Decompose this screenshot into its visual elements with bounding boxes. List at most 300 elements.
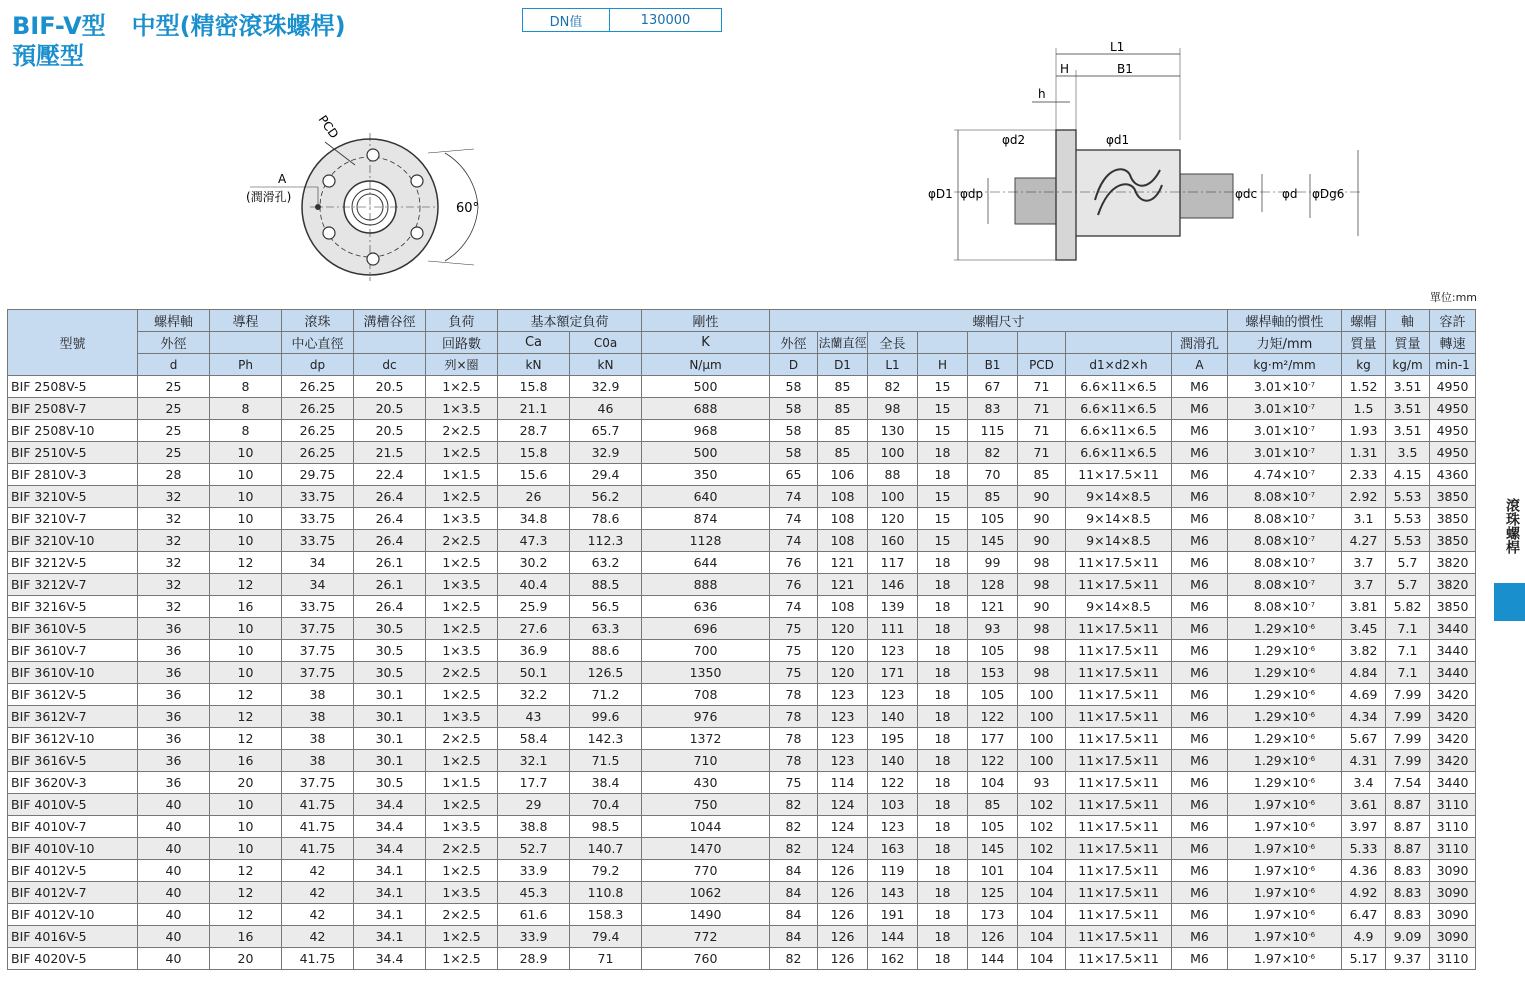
table-cell: 8.87 <box>1386 838 1430 860</box>
table-cell: 146 <box>868 574 918 596</box>
table-cell: 65.7 <box>570 420 642 442</box>
table-cell: 85 <box>818 398 868 420</box>
table-cell: 1×2.5 <box>426 618 498 640</box>
table-cell: 58 <box>770 442 818 464</box>
table-cell: 1×2.5 <box>426 684 498 706</box>
table-cell: 11×17.5×11 <box>1066 794 1172 816</box>
inertia-cell: $1.97\times 10^{-6}$ <box>1228 882 1342 904</box>
table-cell: 26.25 <box>282 376 354 398</box>
header-lead-2: Ph <box>210 354 282 376</box>
table-row <box>8 728 1476 750</box>
table-cell: 144 <box>968 948 1018 970</box>
model-cell: BIF 3216V-5 <box>8 596 138 618</box>
table-cell: 15.6 <box>498 464 570 486</box>
table-cell: 20.5 <box>354 376 426 398</box>
table-cell: 3.81 <box>1342 596 1386 618</box>
table-cell: 140 <box>868 750 918 772</box>
table-cell: 18 <box>918 596 968 618</box>
inertia-cell: $1.97\times 10^{-6}$ <box>1228 926 1342 948</box>
table-cell: 750 <box>642 794 770 816</box>
table-cell: 32 <box>138 574 210 596</box>
table-cell: 126 <box>818 948 868 970</box>
table-cell: 160 <box>868 530 918 552</box>
table-cell: 101 <box>968 860 1018 882</box>
table-cell: 3850 <box>1430 508 1476 530</box>
table-cell: 36 <box>138 772 210 794</box>
table-cell: 15 <box>918 486 968 508</box>
table-cell: 1×3.5 <box>426 706 498 728</box>
table-cell: 71 <box>1018 420 1066 442</box>
table-cell: 58 <box>770 398 818 420</box>
table-row <box>8 552 1476 574</box>
header-inertia-2: 力矩/mm <box>1228 332 1342 354</box>
table-cell: 33.75 <box>282 508 354 530</box>
table-cell: 9.37 <box>1386 948 1430 970</box>
table-cell: 11×17.5×11 <box>1066 838 1172 860</box>
table-cell: 8 <box>210 398 282 420</box>
table-cell: 1372 <box>642 728 770 750</box>
model-cell: BIF 4012V-7 <box>8 882 138 904</box>
table-cell: 100 <box>1018 750 1066 772</box>
table-cell: 2.92 <box>1342 486 1386 508</box>
table-cell: M6 <box>1172 618 1228 640</box>
table-cell: 5.7 <box>1386 574 1430 596</box>
table-cell: 10 <box>210 464 282 486</box>
table-cell: 84 <box>770 904 818 926</box>
table-cell: 26.25 <box>282 442 354 464</box>
table-cell: 110.8 <box>570 882 642 904</box>
table-cell: 105 <box>968 816 1018 838</box>
table-cell: 7.54 <box>1386 772 1430 794</box>
table-cell: 5.7 <box>1386 552 1430 574</box>
table-cell: 52.7 <box>498 838 570 860</box>
table-cell: 20.5 <box>354 398 426 420</box>
table-cell: 1350 <box>642 662 770 684</box>
model-cell: BIF 4020V-5 <box>8 948 138 970</box>
table-cell: 102 <box>1018 838 1066 860</box>
table-cell: 26.25 <box>282 398 354 420</box>
table-cell: 8.83 <box>1386 904 1430 926</box>
table-cell: M6 <box>1172 596 1228 618</box>
inertia-cell: $1.29\times 10^{-6}$ <box>1228 618 1342 640</box>
table-cell: 104 <box>1018 860 1066 882</box>
table-cell: 1×2.5 <box>426 926 498 948</box>
table-cell: 2×2.5 <box>426 662 498 684</box>
table-cell: 79.2 <box>570 860 642 882</box>
table-cell: 1.31 <box>1342 442 1386 464</box>
header-circuits-3: 列×圈 <box>426 354 498 376</box>
table-cell: 115 <box>968 420 1018 442</box>
table-cell: 5.17 <box>1342 948 1386 970</box>
table-cell: 26.25 <box>282 420 354 442</box>
table-cell: 6.47 <box>1342 904 1386 926</box>
table-cell: 32.2 <box>498 684 570 706</box>
table-cell: 874 <box>642 508 770 530</box>
table-cell: 37.75 <box>282 772 354 794</box>
table-cell: 98 <box>1018 640 1066 662</box>
table-cell: 40 <box>138 794 210 816</box>
table-cell: 12 <box>210 904 282 926</box>
table-row <box>8 376 1476 398</box>
header-ball-center: 滾珠 <box>282 310 354 332</box>
table-cell: 33.75 <box>282 530 354 552</box>
model-cell: BIF 3212V-5 <box>8 552 138 574</box>
table-cell: 11×17.5×11 <box>1066 684 1172 706</box>
table-cell: 123 <box>868 816 918 838</box>
table-cell: 42 <box>282 882 354 904</box>
header-root-dia: 溝槽谷徑 <box>354 310 426 332</box>
table-cell: 26.1 <box>354 574 426 596</box>
table-row <box>8 684 1476 706</box>
table-cell: 32.9 <box>570 442 642 464</box>
model-cell: BIF 3210V-10 <box>8 530 138 552</box>
table-cell: 976 <box>642 706 770 728</box>
table-cell: 74 <box>770 508 818 530</box>
table-cell: M6 <box>1172 816 1228 838</box>
table-cell: 3440 <box>1430 772 1476 794</box>
table-cell: 18 <box>918 772 968 794</box>
table-cell: 40 <box>138 904 210 926</box>
table-cell: 4.15 <box>1386 464 1430 486</box>
header-inertia-unit: kg·m²/mm <box>1228 354 1342 376</box>
table-cell: 3090 <box>1430 926 1476 948</box>
table-cell: 25 <box>138 376 210 398</box>
table-cell: 108 <box>818 530 868 552</box>
table-cell: 42 <box>282 926 354 948</box>
dim-Dg6: φDg6 <box>1312 187 1345 201</box>
table-cell: M6 <box>1172 574 1228 596</box>
table-cell: 124 <box>818 838 868 860</box>
table-cell: 98 <box>1018 552 1066 574</box>
table-cell: 82 <box>770 948 818 970</box>
table-cell: 105 <box>968 684 1018 706</box>
header-ca-unit: kN <box>498 354 570 376</box>
table-cell: 56.2 <box>570 486 642 508</box>
table-cell: 15 <box>918 398 968 420</box>
table-cell: 46 <box>570 398 642 420</box>
table-row <box>8 596 1476 618</box>
table-cell: 36.9 <box>498 640 570 662</box>
table-cell: 100 <box>868 442 918 464</box>
table-cell: 5.53 <box>1386 486 1430 508</box>
table-cell: 2×2.5 <box>426 728 498 750</box>
header-flange-dia-2: D1 <box>818 354 868 376</box>
table-cell: 30.1 <box>354 728 426 750</box>
label-a: A <box>278 172 287 186</box>
header-nut-od-2: D <box>770 354 818 376</box>
dim-l1: L1 <box>1110 40 1125 54</box>
table-cell: 90 <box>1018 508 1066 530</box>
table-cell: 1044 <box>642 816 770 838</box>
table-cell: 139 <box>868 596 918 618</box>
table-cell: 41.75 <box>282 816 354 838</box>
model-cell: BIF 3612V-10 <box>8 728 138 750</box>
header-rigidity: 剛性 <box>642 310 770 332</box>
table-cell: 33.75 <box>282 596 354 618</box>
table-cell: 1×3.5 <box>426 508 498 530</box>
table-cell: 104 <box>1018 904 1066 926</box>
table-row <box>8 904 1476 926</box>
table-row <box>8 838 1476 860</box>
table-cell: 10 <box>210 838 282 860</box>
table-cell: 70.4 <box>570 794 642 816</box>
table-cell: 71.2 <box>570 684 642 706</box>
table-cell: 636 <box>642 596 770 618</box>
table-cell: 83 <box>968 398 1018 420</box>
table-cell: 26 <box>498 486 570 508</box>
table-cell: 3.45 <box>1342 618 1386 640</box>
table-cell: 75 <box>770 640 818 662</box>
table-cell: 10 <box>210 508 282 530</box>
table-cell: 38 <box>282 728 354 750</box>
table-cell: 500 <box>642 442 770 464</box>
table-cell: 3850 <box>1430 530 1476 552</box>
table-cell: 3.61 <box>1342 794 1386 816</box>
table-cell: 18 <box>918 882 968 904</box>
table-cell: 16 <box>210 596 282 618</box>
table-cell: 120 <box>818 662 868 684</box>
table-cell: 100 <box>1018 706 1066 728</box>
dim-d1: φd1 <box>1106 133 1130 147</box>
table-cell: 75 <box>770 662 818 684</box>
table-cell: 105 <box>968 508 1018 530</box>
dim-d2: φd2 <box>1002 133 1026 147</box>
table-cell: 85 <box>818 420 868 442</box>
inertia-cell: $8.08\times 10^{-7}$ <box>1228 596 1342 618</box>
header-blank <box>354 332 426 354</box>
table-cell: 126.5 <box>570 662 642 684</box>
table-cell: 18 <box>918 618 968 640</box>
table-cell: 1×2.5 <box>426 860 498 882</box>
table-cell: 102 <box>1018 816 1066 838</box>
table-cell: M6 <box>1172 398 1228 420</box>
table-cell: 76 <box>770 574 818 596</box>
table-cell: 10 <box>210 486 282 508</box>
table-cell: 105 <box>968 640 1018 662</box>
table-cell: 3.7 <box>1342 574 1386 596</box>
table-cell: 3110 <box>1430 948 1476 970</box>
table-cell: 99 <box>968 552 1018 574</box>
table-cell: 15 <box>918 376 968 398</box>
table-cell: 126 <box>968 926 1018 948</box>
table-cell: 708 <box>642 684 770 706</box>
table-cell: 145 <box>968 838 1018 860</box>
table-cell: 3.1 <box>1342 508 1386 530</box>
table-cell: 11×17.5×11 <box>1066 750 1172 772</box>
table-cell: 34.1 <box>354 860 426 882</box>
table-cell: 58.4 <box>498 728 570 750</box>
dim-D1: φD1 <box>928 187 953 201</box>
table-cell: 1×2.5 <box>426 794 498 816</box>
table-cell: 9.09 <box>1386 926 1430 948</box>
angle-label: 60° <box>456 201 480 216</box>
header-model: 型號 <box>8 310 138 376</box>
table-cell: 8.87 <box>1386 816 1430 838</box>
table-cell: 10 <box>210 794 282 816</box>
table-cell: 34.4 <box>354 816 426 838</box>
inertia-cell: $1.97\times 10^{-6}$ <box>1228 948 1342 970</box>
table-cell: 710 <box>642 750 770 772</box>
table-row <box>8 794 1476 816</box>
table-cell: 37.75 <box>282 618 354 640</box>
header-bolt: d1×d2×h <box>1066 354 1172 376</box>
table-cell: 30.5 <box>354 640 426 662</box>
table-cell: 640 <box>642 486 770 508</box>
table-cell: 3110 <box>1430 838 1476 860</box>
table-cell: 121 <box>968 596 1018 618</box>
table-cell: 30.1 <box>354 750 426 772</box>
header-ball-center-3: dp <box>282 354 354 376</box>
table-cell: 34 <box>282 574 354 596</box>
table-cell: 8 <box>210 376 282 398</box>
table-cell: 122 <box>968 750 1018 772</box>
table-cell: 5.82 <box>1386 596 1430 618</box>
table-cell: 5.33 <box>1342 838 1386 860</box>
table-cell: 18 <box>918 794 968 816</box>
table-cell: 11×17.5×11 <box>1066 574 1172 596</box>
table-cell: 108 <box>818 596 868 618</box>
table-row <box>8 530 1476 552</box>
table-cell: 12 <box>210 552 282 574</box>
table-cell: 696 <box>642 618 770 640</box>
table-cell: 11×17.5×11 <box>1066 728 1172 750</box>
table-cell: 3.97 <box>1342 816 1386 838</box>
table-cell: 7.99 <box>1386 750 1430 772</box>
header-rigidity-2: K <box>642 332 770 354</box>
table-cell: 78 <box>770 706 818 728</box>
table-cell: 7.99 <box>1386 684 1430 706</box>
dn-value-box <box>522 8 722 32</box>
table-cell: 163 <box>868 838 918 860</box>
table-row <box>8 574 1476 596</box>
model-cell: BIF 4012V-10 <box>8 904 138 926</box>
table-cell: 121 <box>818 574 868 596</box>
table-cell: 36 <box>138 706 210 728</box>
table-cell: M6 <box>1172 684 1228 706</box>
table-cell: 6.6×11×6.5 <box>1066 376 1172 398</box>
table-cell: 688 <box>642 398 770 420</box>
table-cell: 5.67 <box>1342 728 1386 750</box>
table-cell: 75 <box>770 618 818 640</box>
inertia-cell: $1.29\times 10^{-6}$ <box>1228 750 1342 772</box>
header-lead: 導程 <box>210 310 282 332</box>
table-cell: 1.52 <box>1342 376 1386 398</box>
table-cell: 4.9 <box>1342 926 1386 948</box>
table-cell: 10 <box>210 442 282 464</box>
header-shaft-od-2: 外徑 <box>138 332 210 354</box>
table-cell: 18 <box>918 750 968 772</box>
table-row <box>8 464 1476 486</box>
table-cell: 33.75 <box>282 486 354 508</box>
table-cell: 11×17.5×11 <box>1066 904 1172 926</box>
dn-value: 130000 <box>640 12 691 28</box>
table-cell: 4.27 <box>1342 530 1386 552</box>
table-cell: M6 <box>1172 530 1228 552</box>
table-cell: 18 <box>918 464 968 486</box>
table-cell: 104 <box>1018 882 1066 904</box>
header-nut-od: 外徑 <box>770 332 818 354</box>
table-cell: 11×17.5×11 <box>1066 882 1172 904</box>
table-cell: 34.4 <box>354 948 426 970</box>
table-row <box>8 882 1476 904</box>
table-cell: 2×2.5 <box>426 420 498 442</box>
table-cell: 10 <box>210 816 282 838</box>
inertia-cell: $3.01\times 10^{-7}$ <box>1228 398 1342 420</box>
table-cell: 33.9 <box>498 926 570 948</box>
table-cell: 18 <box>918 860 968 882</box>
table-cell: 34.1 <box>354 882 426 904</box>
table-cell: 3.51 <box>1386 420 1430 442</box>
table-cell: 1×3.5 <box>426 882 498 904</box>
table-cell: M6 <box>1172 750 1228 772</box>
table-cell: 11×17.5×11 <box>1066 464 1172 486</box>
model-cell: BIF 3210V-5 <box>8 486 138 508</box>
table-cell: 18 <box>918 442 968 464</box>
table-cell: 36 <box>138 640 210 662</box>
table-cell: 82 <box>770 838 818 860</box>
dn-label: DN值 <box>523 9 610 31</box>
dim-b1: B1 <box>1117 62 1133 76</box>
table-cell: 32 <box>138 552 210 574</box>
table-cell: M6 <box>1172 772 1228 794</box>
table-cell: 4.34 <box>1342 706 1386 728</box>
table-cell: 143 <box>868 882 918 904</box>
table-cell: M6 <box>1172 926 1228 948</box>
table-cell: 9×14×8.5 <box>1066 508 1172 530</box>
table-cell: 78 <box>770 684 818 706</box>
table-cell: 3820 <box>1430 574 1476 596</box>
table-cell: 25.9 <box>498 596 570 618</box>
table-cell: 84 <box>770 926 818 948</box>
table-cell: 108 <box>818 508 868 530</box>
table-cell: 38 <box>282 706 354 728</box>
table-cell: 7.99 <box>1386 706 1430 728</box>
table-cell: 38 <box>282 684 354 706</box>
header-blank <box>210 332 282 354</box>
table-cell: 4.69 <box>1342 684 1386 706</box>
table-cell: 41.75 <box>282 794 354 816</box>
table-row <box>8 618 1476 640</box>
table-cell: 84 <box>770 860 818 882</box>
table-cell: 75 <box>770 772 818 794</box>
table-cell: 18 <box>918 706 968 728</box>
inertia-cell: $4.74\times 10^{-7}$ <box>1228 464 1342 486</box>
table-cell: M6 <box>1172 904 1228 926</box>
table-cell: 74 <box>770 530 818 552</box>
header-flange-dia: 法蘭直徑 <box>818 332 868 354</box>
table-cell: 2×2.5 <box>426 838 498 860</box>
table-cell: 98.5 <box>570 816 642 838</box>
table-cell: 3850 <box>1430 596 1476 618</box>
table-cell: 123 <box>868 640 918 662</box>
table-cell: 15 <box>918 508 968 530</box>
table-cell: 12 <box>210 684 282 706</box>
inertia-cell: $1.97\times 10^{-6}$ <box>1228 904 1342 926</box>
table-cell: 104 <box>1018 926 1066 948</box>
inertia-cell: $8.08\times 10^{-7}$ <box>1228 508 1342 530</box>
table-cell: 8.87 <box>1386 794 1430 816</box>
table-cell: 42 <box>282 904 354 926</box>
inertia-cell: $1.29\times 10^{-6}$ <box>1228 728 1342 750</box>
table-cell: 71 <box>1018 398 1066 420</box>
table-cell: M6 <box>1172 838 1228 860</box>
table-cell: 18 <box>918 728 968 750</box>
series-name: BIF-V型 <box>12 12 106 40</box>
table-cell: 12 <box>210 860 282 882</box>
table-cell: 3.4 <box>1342 772 1386 794</box>
inertia-cell: $8.08\times 10^{-7}$ <box>1228 552 1342 574</box>
table-cell: M6 <box>1172 948 1228 970</box>
